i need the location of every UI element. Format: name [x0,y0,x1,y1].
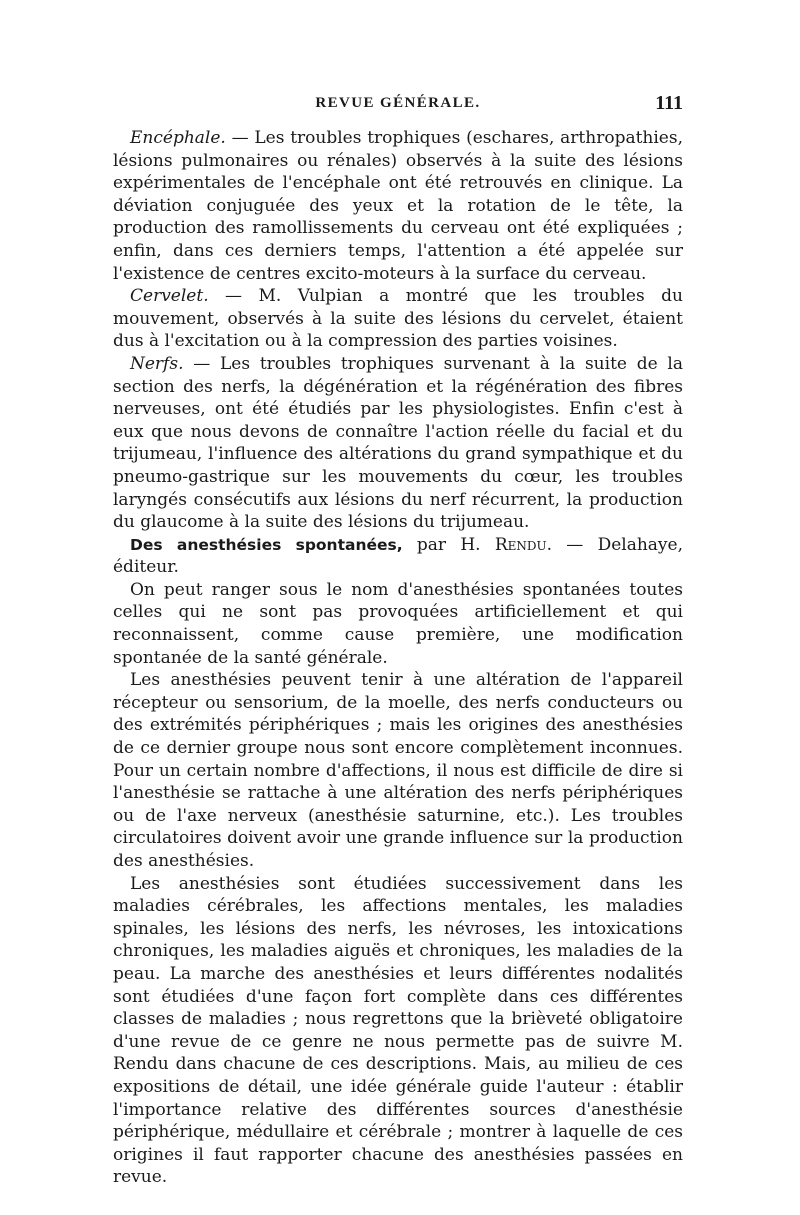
running-header [113,92,683,118]
review-paragraph: Les anesthésies sont étudiées successivement dans les maladies cérébrales, les affections mentales, les maladies spinales, les lésions des nerfs, les névroses, les intoxications chroniques, les maladies aiguës et chroniques, les maladies de la peau. La marche des anesthésies et leurs différentes nodalités sont étudiées d'une façon fort complète dans ces différentes classes de maladies ; nous regrettons que la brièveté obligatoire d'une revue de ce genre ne nous permette pas de suivre M. Rendu dans chacune de ces descriptions. Mais, au milieu de ces expositions de détail, une idée générale guide l'auteur : établir l'importance relative des différentes sources d'anesthésie périphérique, médullaire et cérébrale ; montrer à laquelle de ces origines il faut rapporter chacune des anesthésies passées en revue. [113,873,683,1188]
section-paragraph-nerfs [113,353,683,534]
body-text [113,127,683,1189]
review-title: Des anesthésies spontanées, [130,535,403,554]
section-text-encephale: — Les troubles trophiques (eschares, arthropathies, lésions pulmonaires ou rénales) observés à la suite des lésions expérimentales de l'encéphale ont été retrouvés en clinique. La déviation conjuguée des yeux et la rotation de le tête, la production des ramollissements du cerveau ont été expliquées ; enfin, dans ces derniers temps, l'attention a été appelée sur l'existence de centres excito-moteurs à la surface du cerveau. [113,128,683,284]
section-lead-cervelet: Cervelet. [130,286,209,307]
running-title: REVUE GÉNÉRALE. [315,95,481,111]
review-by: par H. [402,534,495,555]
section-lead-nerfs: Nerfs. [130,353,184,374]
section-lead-encephale: Encéphale. [130,128,226,148]
page-number: 111 [655,92,683,114]
review-author: Rendu [494,534,547,555]
section-text-nerfs: — Les troubles trophiques survenant à la suite de la section des nerfs, la dégénération et la régénération des fibres nerveuses, ont été étudiés par les physiologistes. Enfin c'est à eux que nous devons de connaître l'action réelle du facial et du trijumeau, l'influence des altérations du grand sympathique et du pneumo-gastrique sur les mouvements du cœur, les troubles laryngés consécutifs aux lésions du nerf récurrent, la production du glaucome à la suite des lésions du trijumeau. [113,353,683,533]
section-paragraph-encephale [113,127,683,285]
review-paragraph: On peut ranger sous le nom d'anesthésies spontanées toutes celles qui ne sont pas provoquées artificiellement et qui reconnaissent, comme cause première, une modification spontanée de la santé générale. [113,579,683,668]
review-heading [113,534,683,579]
review-paragraph: Les anesthésies peuvent tenir à une altération de l'appareil récepteur ou sensorium, de la moelle, des nerfs conducteurs ou des extrémités périphériques ; mais les origines des anesthésies de ce dernier groupe nous sont encore complètement inconnues. Pour un certain nombre d'affections, il nous est difficile de dire si l'anesthésie se rattache à une altération des nerfs périphériques ou de l'axe nerveux (anesthésie saturnine, etc.). Les troubles circulatoires doivent avoir une grande influence sur la production des anesthésies. [113,670,683,871]
section-text-cervelet: — M. Vulpian a montré que les troubles du mouvement, observés à la suite des lésions du cervelet, étaient dus à l'excitation ou à la compression des parties voisines. [113,286,683,352]
review-publisher: . — Delahaye, éditeur. [113,534,683,578]
section-paragraph-cervelet [113,285,683,353]
